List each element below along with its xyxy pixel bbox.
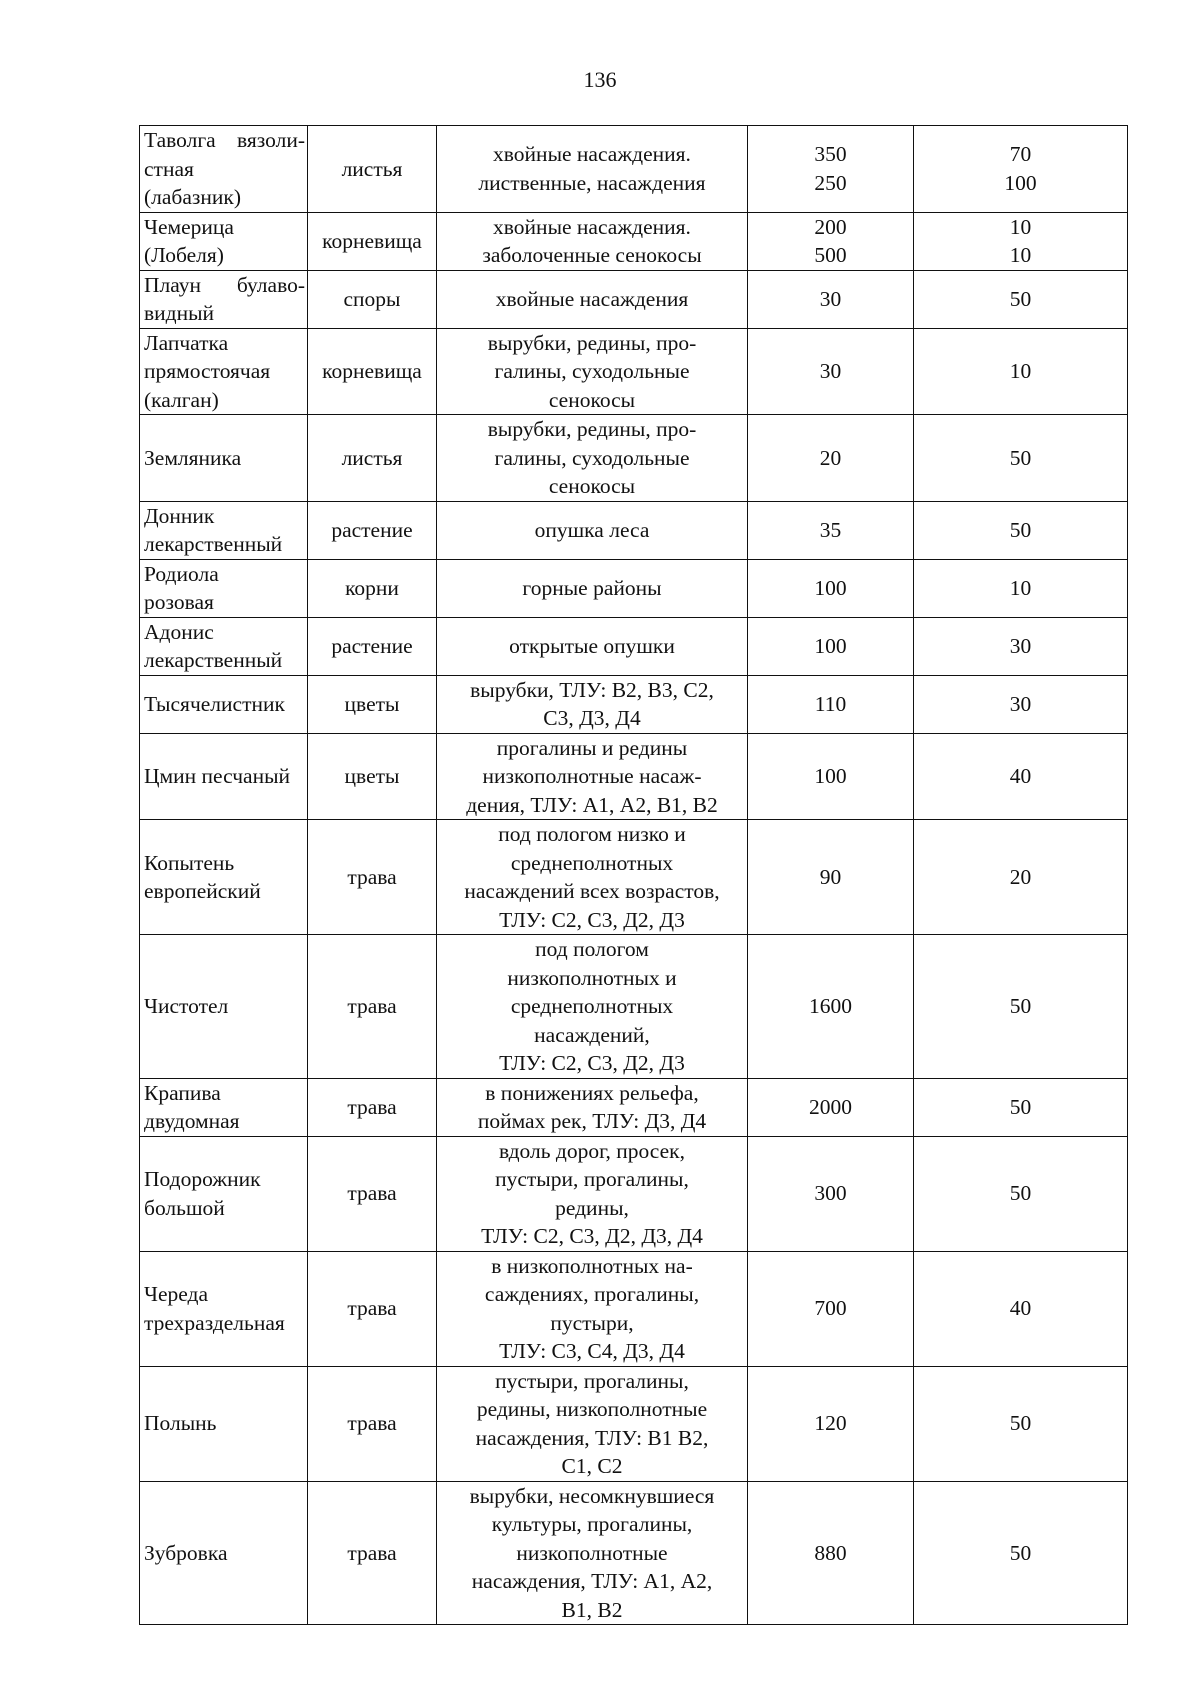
value1-line: 500 xyxy=(814,243,847,267)
habitat-line: в понижениях рельефа, xyxy=(485,1080,699,1105)
raw-material-line: трава xyxy=(347,1411,397,1436)
habitat-line: среднеполнотных xyxy=(510,994,674,1018)
raw-material-line: корневища xyxy=(322,359,422,383)
value2-cell xyxy=(914,675,1128,733)
value1-cell xyxy=(748,270,914,328)
raw-material-cell xyxy=(308,126,437,213)
raw-material-line: растение xyxy=(331,517,413,542)
value2-cell xyxy=(914,617,1128,675)
habitat-line: насаждений, xyxy=(534,1022,650,1047)
value1-line: 110 xyxy=(814,691,847,716)
habitat-line: ТЛУ: С2, С3, Д2, Д3, Д4 xyxy=(481,1224,703,1248)
habitat-line: вдоль дорог, просек, xyxy=(499,1138,685,1163)
value2-line: 30 xyxy=(1009,633,1032,658)
table-row xyxy=(140,328,1128,415)
raw-material-cell xyxy=(308,415,437,502)
raw-material-line: листья xyxy=(341,156,403,181)
plant-name-line: Родиола xyxy=(144,561,219,586)
plant-name-line: Цмин песчаный xyxy=(144,764,291,788)
value2-line: 10 xyxy=(1009,359,1032,383)
habitat-line: С3, Д3, Д4 xyxy=(543,706,641,730)
table-row xyxy=(140,1251,1128,1366)
value2-line: 50 xyxy=(1009,1094,1032,1119)
raw-material-line: трава xyxy=(347,1296,397,1321)
table-row xyxy=(140,675,1128,733)
raw-material-line: растение xyxy=(331,633,413,658)
value1-cell xyxy=(748,328,914,415)
value1-line: 250 xyxy=(814,170,847,195)
value2-line: 20 xyxy=(1009,864,1032,889)
value1-line: 350 xyxy=(814,142,847,167)
raw-material-cell xyxy=(308,675,437,733)
raw-material-line: цветы xyxy=(344,691,400,716)
habitat-line: вырубки, несомкнувшиеся xyxy=(469,1483,715,1508)
habitat-cell xyxy=(437,733,748,820)
value2-cell xyxy=(914,1136,1128,1251)
table-row xyxy=(140,559,1128,617)
value1-line: 300 xyxy=(814,1181,847,1206)
plant-name-line: Тысячелистник xyxy=(144,691,285,716)
raw-material-cell xyxy=(308,212,437,270)
value1-line: 30 xyxy=(819,359,842,383)
value1-cell xyxy=(748,212,914,270)
plant-name-line: Плаун булаво- xyxy=(144,272,305,297)
plant-name-line: Земляника xyxy=(144,445,242,470)
raw-material-line: трава xyxy=(347,1181,397,1206)
habitat-line: культуры, прогалины, xyxy=(491,1512,693,1536)
habitat-line: горные районы xyxy=(522,575,662,600)
plant-name-line: Копытень xyxy=(144,850,235,875)
habitat-cell xyxy=(437,1136,748,1251)
value1-cell xyxy=(748,415,914,502)
value2-line: 50 xyxy=(1009,994,1032,1018)
plant-name-line: лекарственный xyxy=(144,648,283,672)
raw-material-cell xyxy=(308,1136,437,1251)
habitat-line: В1, В2 xyxy=(561,1597,623,1622)
table-row xyxy=(140,126,1128,213)
raw-material-cell xyxy=(308,270,437,328)
plant-name-line: Череда xyxy=(144,1282,209,1306)
plant-name-cell xyxy=(140,733,308,820)
raw-material-line: листья xyxy=(341,445,403,470)
habitat-line: в низкополнотных на- xyxy=(491,1253,693,1278)
habitat-line: галины, суходольные xyxy=(494,359,690,383)
plant-name-line: двудомная xyxy=(144,1109,240,1133)
table-row xyxy=(140,1481,1128,1625)
value2-line: 50 xyxy=(1009,445,1032,470)
table-row xyxy=(140,935,1128,1079)
value2-line: 50 xyxy=(1009,1181,1032,1206)
habitat-line: низкополнотные xyxy=(516,1540,668,1565)
value1-line: 2000 xyxy=(809,1094,852,1119)
raw-material-line: трава xyxy=(347,1094,397,1119)
habitat-line: дения, ТЛУ: А1, А2, В1, В2 xyxy=(466,792,718,817)
habitat-cell xyxy=(437,820,748,935)
plant-name-cell xyxy=(140,212,308,270)
plant-name-cell xyxy=(140,559,308,617)
habitat-cell xyxy=(437,1366,748,1481)
plant-name-line: большой xyxy=(144,1195,225,1220)
plant-name-line: Таволга вязоли- xyxy=(144,128,305,152)
habitat-cell xyxy=(437,212,748,270)
value2-line: 100 xyxy=(1004,170,1037,195)
value2-cell xyxy=(914,501,1128,559)
value2-line: 70 xyxy=(1009,142,1032,167)
habitat-cell xyxy=(437,126,748,213)
table-row xyxy=(140,1136,1128,1251)
habitat-line: хвойные насаждения. xyxy=(493,214,691,239)
plant-name-cell xyxy=(140,126,308,213)
habitat-line: сенокосы xyxy=(548,387,636,412)
habitat-line: насаждения, ТЛУ: В1 В2, xyxy=(475,1425,709,1450)
plant-name-cell xyxy=(140,617,308,675)
habitat-line: пустыри, прогалины, xyxy=(495,1368,689,1393)
plant-name-line: Чистотел xyxy=(144,994,229,1018)
value2-line: 30 xyxy=(1009,691,1032,716)
plant-name-line: трехраздельная xyxy=(144,1310,285,1335)
page-number: 136 xyxy=(583,67,617,92)
raw-material-line: трава xyxy=(347,1540,397,1565)
habitat-line: саждениях, прогалины, xyxy=(484,1282,700,1306)
value2-cell xyxy=(914,415,1128,502)
plant-name-line: Крапива xyxy=(144,1080,221,1105)
habitat-line: С1, С2 xyxy=(561,1454,623,1478)
plant-resources-table xyxy=(139,125,1128,1625)
value1-line: 120 xyxy=(814,1411,847,1436)
value1-line: 100 xyxy=(814,575,847,600)
value2-line: 50 xyxy=(1009,1411,1032,1436)
habitat-cell xyxy=(437,501,748,559)
habitat-line: редины, xyxy=(555,1195,629,1220)
plant-name-line: (Лобеля) xyxy=(144,243,224,267)
raw-material-cell xyxy=(308,328,437,415)
plant-name-line: видный xyxy=(144,301,215,325)
plant-name-cell xyxy=(140,1078,308,1136)
raw-material-cell xyxy=(308,1078,437,1136)
habitat-cell xyxy=(437,415,748,502)
plant-name-line: розовая xyxy=(144,590,214,614)
plant-name-line: лекарственный xyxy=(144,532,283,556)
raw-material-cell xyxy=(308,501,437,559)
value1-cell xyxy=(748,501,914,559)
value2-cell xyxy=(914,1366,1128,1481)
habitat-line: открытые опушки xyxy=(509,633,675,658)
value1-line: 30 xyxy=(819,286,842,311)
table-row xyxy=(140,733,1128,820)
plant-name-cell xyxy=(140,415,308,502)
value1-line: 35 xyxy=(819,517,842,542)
plant-name-cell xyxy=(140,1481,308,1625)
value1-cell xyxy=(748,733,914,820)
value2-line: 10 xyxy=(1009,575,1032,600)
value1-line: 200 xyxy=(814,214,847,239)
habitat-line: галины, суходольные xyxy=(494,445,690,470)
habitat-line: пустыри, прогалины, xyxy=(495,1167,689,1191)
habitat-cell xyxy=(437,675,748,733)
value2-cell xyxy=(914,1078,1128,1136)
plant-name-cell xyxy=(140,328,308,415)
raw-material-line: цветы xyxy=(344,764,400,788)
value2-line: 50 xyxy=(1009,286,1032,311)
table-body xyxy=(140,126,1128,1625)
habitat-cell xyxy=(437,1078,748,1136)
table-row xyxy=(140,415,1128,502)
habitat-line: среднеполнотных xyxy=(510,850,674,875)
habitat-line: насаждений всех возрастов, xyxy=(464,879,720,903)
habitat-line: опушка леса xyxy=(534,517,650,542)
habitat-line: пустыри, xyxy=(550,1310,634,1335)
raw-material-cell xyxy=(308,1251,437,1366)
habitat-line: лиственные, насаждения xyxy=(478,170,706,195)
habitat-line: низкополнотные насаж- xyxy=(482,764,702,788)
habitat-line: под пологом xyxy=(535,937,649,961)
raw-material-cell xyxy=(308,617,437,675)
raw-material-cell xyxy=(308,820,437,935)
value1-line: 90 xyxy=(819,864,842,889)
habitat-line: вырубки, редины, про- xyxy=(487,417,697,441)
table-row xyxy=(140,617,1128,675)
table-row xyxy=(140,820,1128,935)
value1-line: 100 xyxy=(814,633,847,658)
value1-cell xyxy=(748,1251,914,1366)
plant-name-cell xyxy=(140,675,308,733)
value1-cell xyxy=(748,1078,914,1136)
plant-name-line: Лапчатка xyxy=(144,330,229,355)
habitat-line: хвойные насаждения xyxy=(495,286,689,311)
plant-name-line: прямостоячая xyxy=(144,359,271,383)
habitat-cell xyxy=(437,1251,748,1366)
plant-name-line: стная xyxy=(144,156,194,181)
value2-line: 10 xyxy=(1009,214,1032,239)
value1-line: 20 xyxy=(819,445,842,470)
habitat-line: ТЛУ: С2, С3, Д2, Д3 xyxy=(499,907,685,932)
value2-cell xyxy=(914,1481,1128,1625)
habitat-cell xyxy=(437,270,748,328)
value1-cell xyxy=(748,820,914,935)
value1-cell xyxy=(748,126,914,213)
plant-name-line: европейский xyxy=(144,879,261,903)
value2-line: 50 xyxy=(1009,517,1032,542)
plant-name-line: Подорожник xyxy=(144,1167,261,1191)
value2-cell xyxy=(914,733,1128,820)
plant-name-cell xyxy=(140,820,308,935)
habitat-cell xyxy=(437,559,748,617)
value1-cell xyxy=(748,1136,914,1251)
habitat-line: под пологом низко и xyxy=(498,822,686,846)
value2-line: 40 xyxy=(1009,764,1032,788)
value2-cell xyxy=(914,820,1128,935)
value2-cell xyxy=(914,559,1128,617)
value1-cell xyxy=(748,1366,914,1481)
plant-name-cell xyxy=(140,1136,308,1251)
plant-name-line: (лабазник) xyxy=(144,185,242,209)
plant-name-cell xyxy=(140,501,308,559)
value1-line: 100 xyxy=(814,764,847,788)
value2-cell xyxy=(914,270,1128,328)
raw-material-line: трава xyxy=(347,994,397,1018)
habitat-line: редины, низкополнотные xyxy=(476,1397,708,1421)
raw-material-cell xyxy=(308,733,437,820)
raw-material-line: споры xyxy=(343,286,401,311)
plant-name-cell xyxy=(140,935,308,1079)
value1-cell xyxy=(748,935,914,1079)
habitat-line: низкополнотных и xyxy=(507,965,677,990)
plant-name-cell xyxy=(140,1366,308,1481)
raw-material-line: корневища xyxy=(322,228,422,253)
table-row xyxy=(140,212,1128,270)
raw-material-cell xyxy=(308,559,437,617)
value2-cell xyxy=(914,328,1128,415)
table-row xyxy=(140,1366,1128,1481)
value2-cell xyxy=(914,126,1128,213)
plant-name-line: Чемерица xyxy=(144,214,234,239)
plant-name-cell xyxy=(140,1251,308,1366)
plant-name-cell xyxy=(140,270,308,328)
habitat-line: вырубки, редины, про- xyxy=(487,330,697,355)
habitat-line: поймах рек, ТЛУ: Д3, Д4 xyxy=(477,1109,707,1133)
table-row xyxy=(140,501,1128,559)
value1-cell xyxy=(748,559,914,617)
value1-cell xyxy=(748,1481,914,1625)
habitat-line: сенокосы xyxy=(548,474,636,498)
raw-material-line: корни xyxy=(345,575,399,600)
plant-name-line: Зубровка xyxy=(144,1540,228,1565)
plant-name-line: Полынь xyxy=(144,1411,217,1436)
habitat-line: ТЛУ: С3, С4, Д3, Д4 xyxy=(499,1339,685,1363)
habitat-line: вырубки, ТЛУ: В2, В3, С2, xyxy=(470,677,714,702)
habitat-line: прогалины и редины xyxy=(496,735,688,760)
plant-name-line: (калган) xyxy=(144,387,219,412)
value2-cell xyxy=(914,935,1128,1079)
habitat-cell xyxy=(437,617,748,675)
table-row xyxy=(140,270,1128,328)
habitat-cell xyxy=(437,935,748,1079)
habitat-line: ТЛУ: С2, С3, Д2, Д3 xyxy=(499,1051,685,1075)
raw-material-cell xyxy=(308,935,437,1079)
value2-cell xyxy=(914,1251,1128,1366)
table-row xyxy=(140,1078,1128,1136)
raw-material-line: трава xyxy=(347,864,397,889)
plant-name-line: Донник xyxy=(144,503,215,528)
value2-line: 40 xyxy=(1009,1296,1032,1321)
raw-material-cell xyxy=(308,1366,437,1481)
value1-line: 1600 xyxy=(809,994,852,1018)
plant-name-line: Адонис xyxy=(144,619,214,644)
value1-line: 880 xyxy=(814,1540,847,1565)
habitat-cell xyxy=(437,1481,748,1625)
habitat-line: хвойные насаждения. xyxy=(493,142,691,167)
value2-cell xyxy=(914,212,1128,270)
value2-line: 50 xyxy=(1009,1540,1032,1565)
habitat-cell xyxy=(437,328,748,415)
habitat-line: заболоченные сенокосы xyxy=(482,243,702,267)
value1-cell xyxy=(748,675,914,733)
habitat-line: насаждения, ТЛУ: А1, А2, xyxy=(471,1569,713,1593)
raw-material-cell xyxy=(308,1481,437,1625)
value1-cell xyxy=(748,617,914,675)
value1-line: 700 xyxy=(814,1296,847,1321)
value2-line: 10 xyxy=(1009,243,1032,267)
